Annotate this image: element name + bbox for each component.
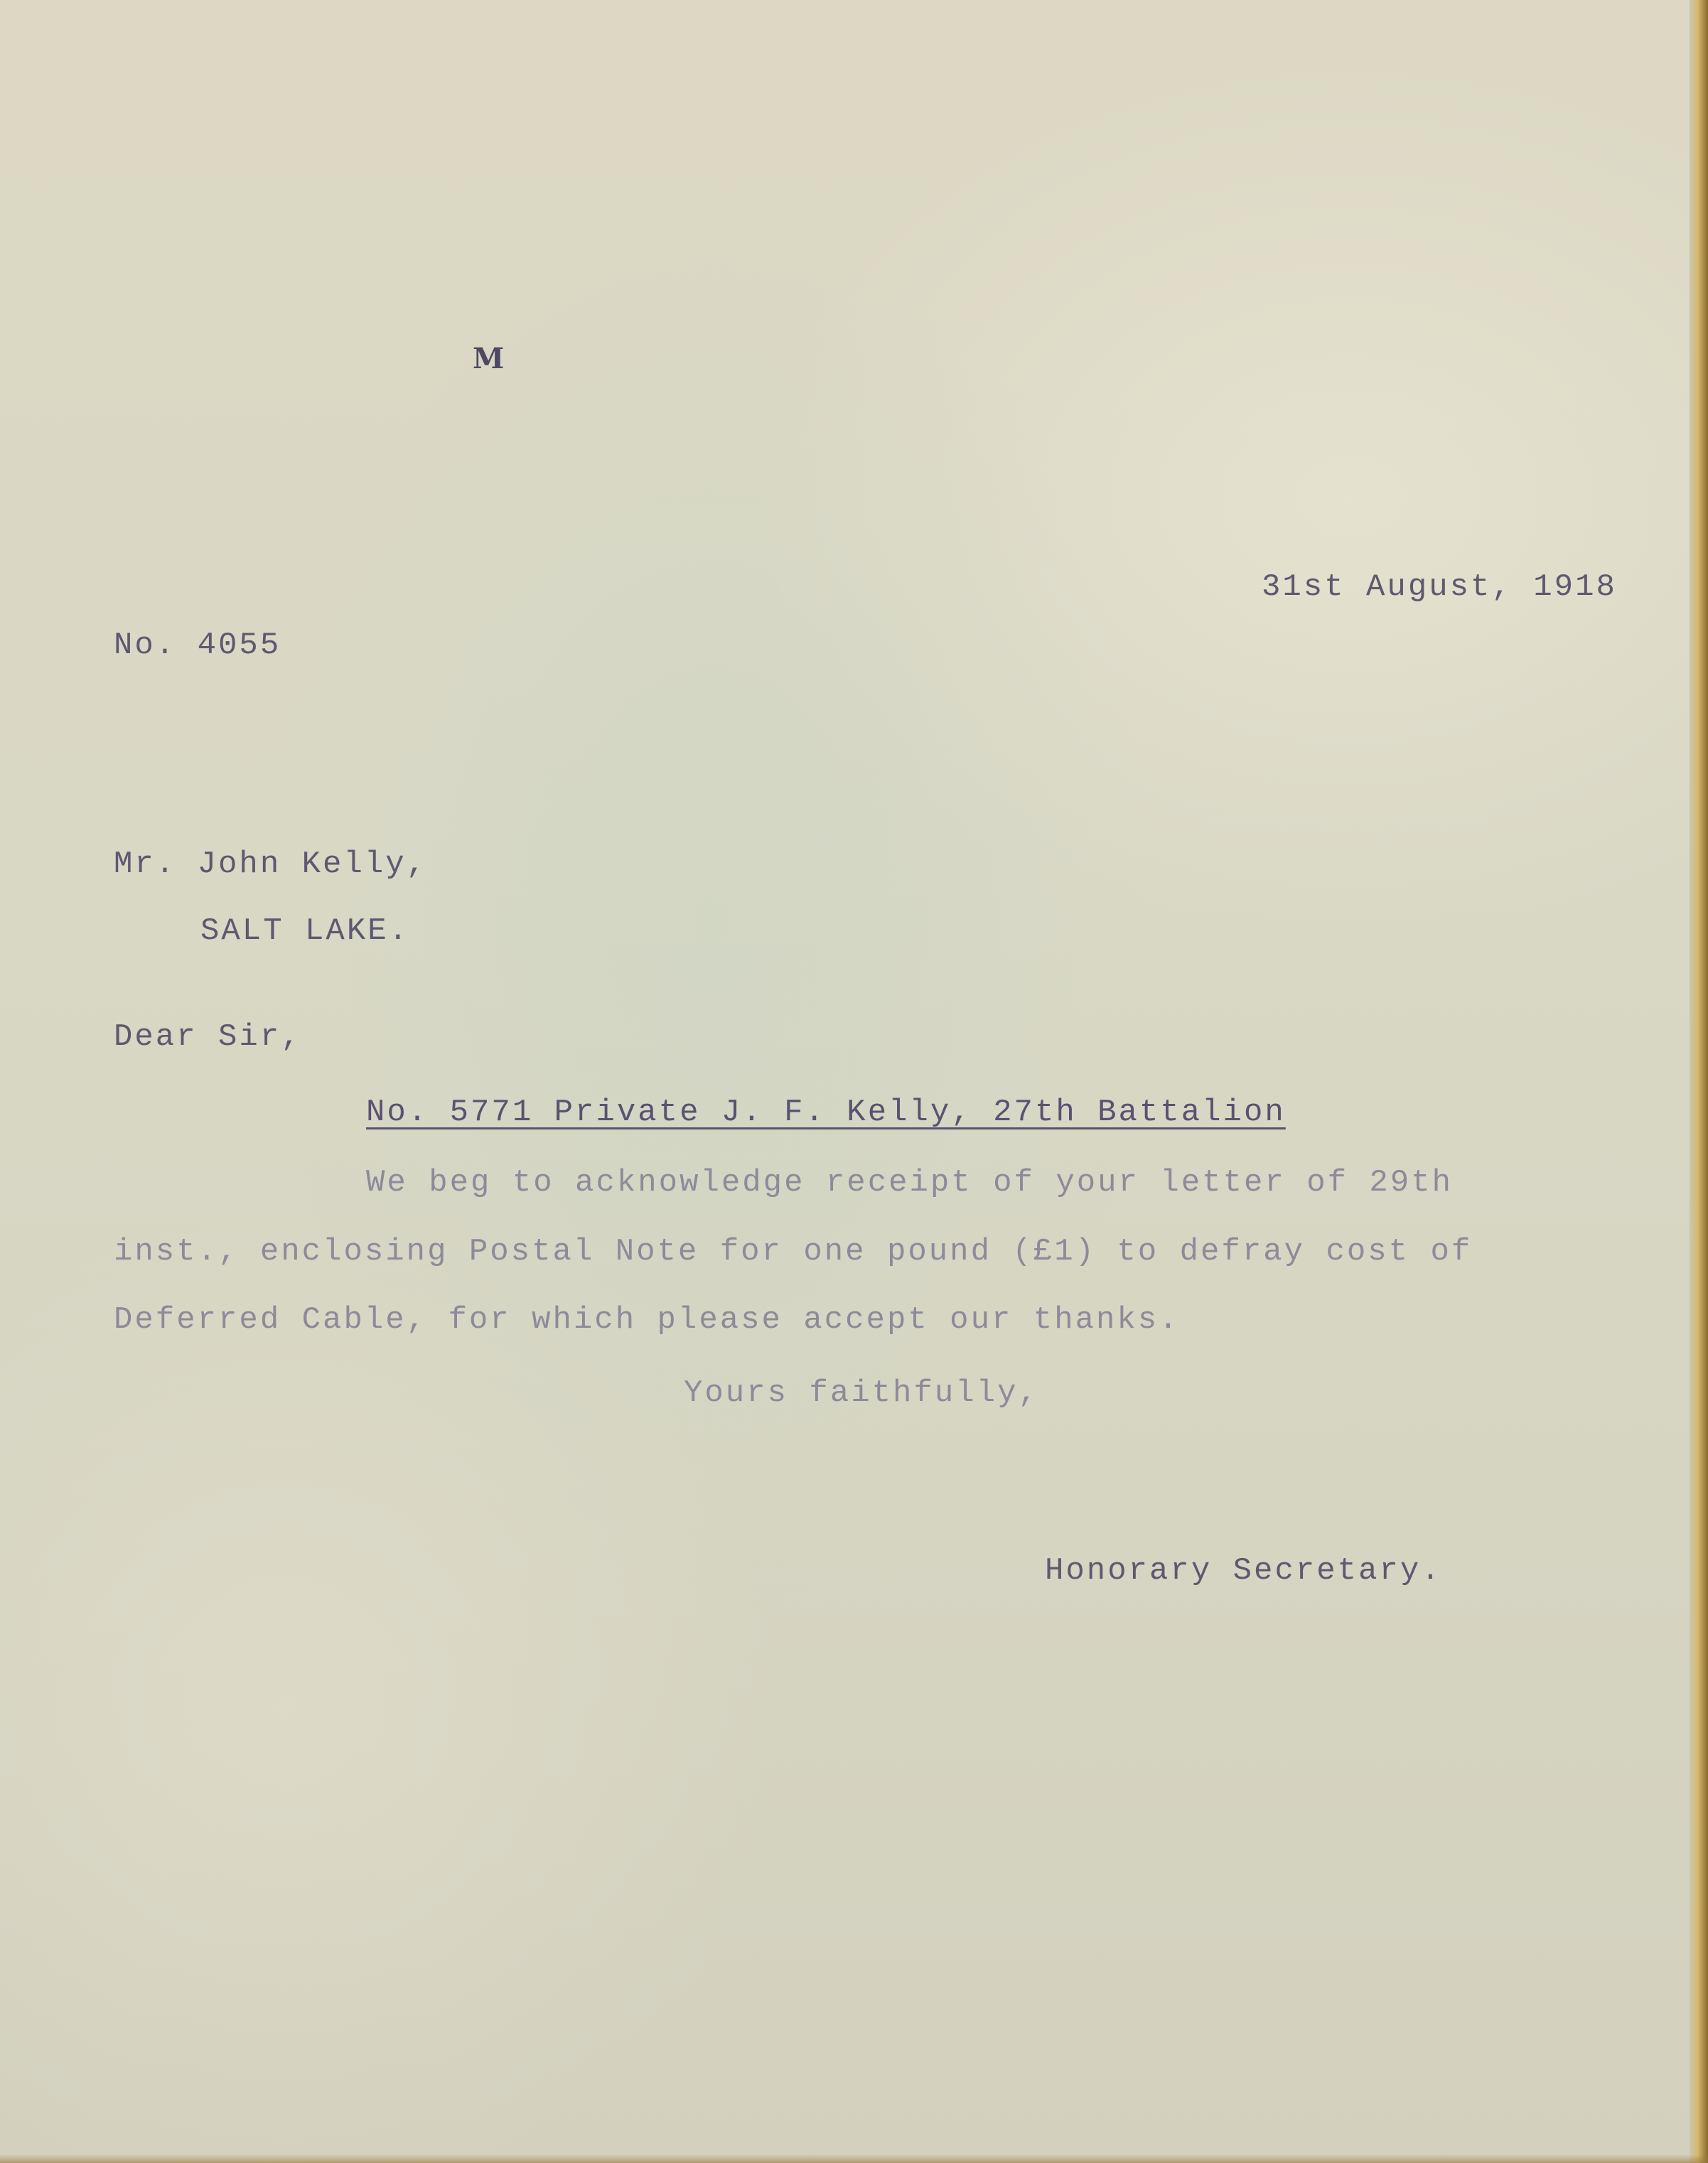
addressee-name: Mr. John Kelly,: [114, 847, 428, 882]
addressee-place: SALT LAKE.: [200, 913, 410, 949]
closing: Yours faithfully,: [684, 1375, 1039, 1411]
body-line: Deferred Cable, for which please accept our thanks.: [114, 1302, 1180, 1338]
paper-edge: [1690, 0, 1708, 2163]
subject-line: No. 5771 Private J. F. Kelly, 27th Battalion: [366, 1095, 1286, 1130]
letter-date: 31st August, 1918: [1262, 569, 1617, 605]
salutation: Dear Sir,: [114, 1019, 302, 1055]
paper-bottom-edge: [0, 2154, 1708, 2163]
reference-number: No. 4055: [114, 628, 281, 663]
signature-title: Honorary Secretary.: [1045, 1553, 1442, 1589]
body-line: We beg to acknowledge receipt of your letter of 29th: [366, 1165, 1454, 1201]
body-line: inst., enclosing Postal Note for one pound (£1) to defray cost of: [114, 1234, 1473, 1270]
top-mark: M: [473, 342, 505, 375]
